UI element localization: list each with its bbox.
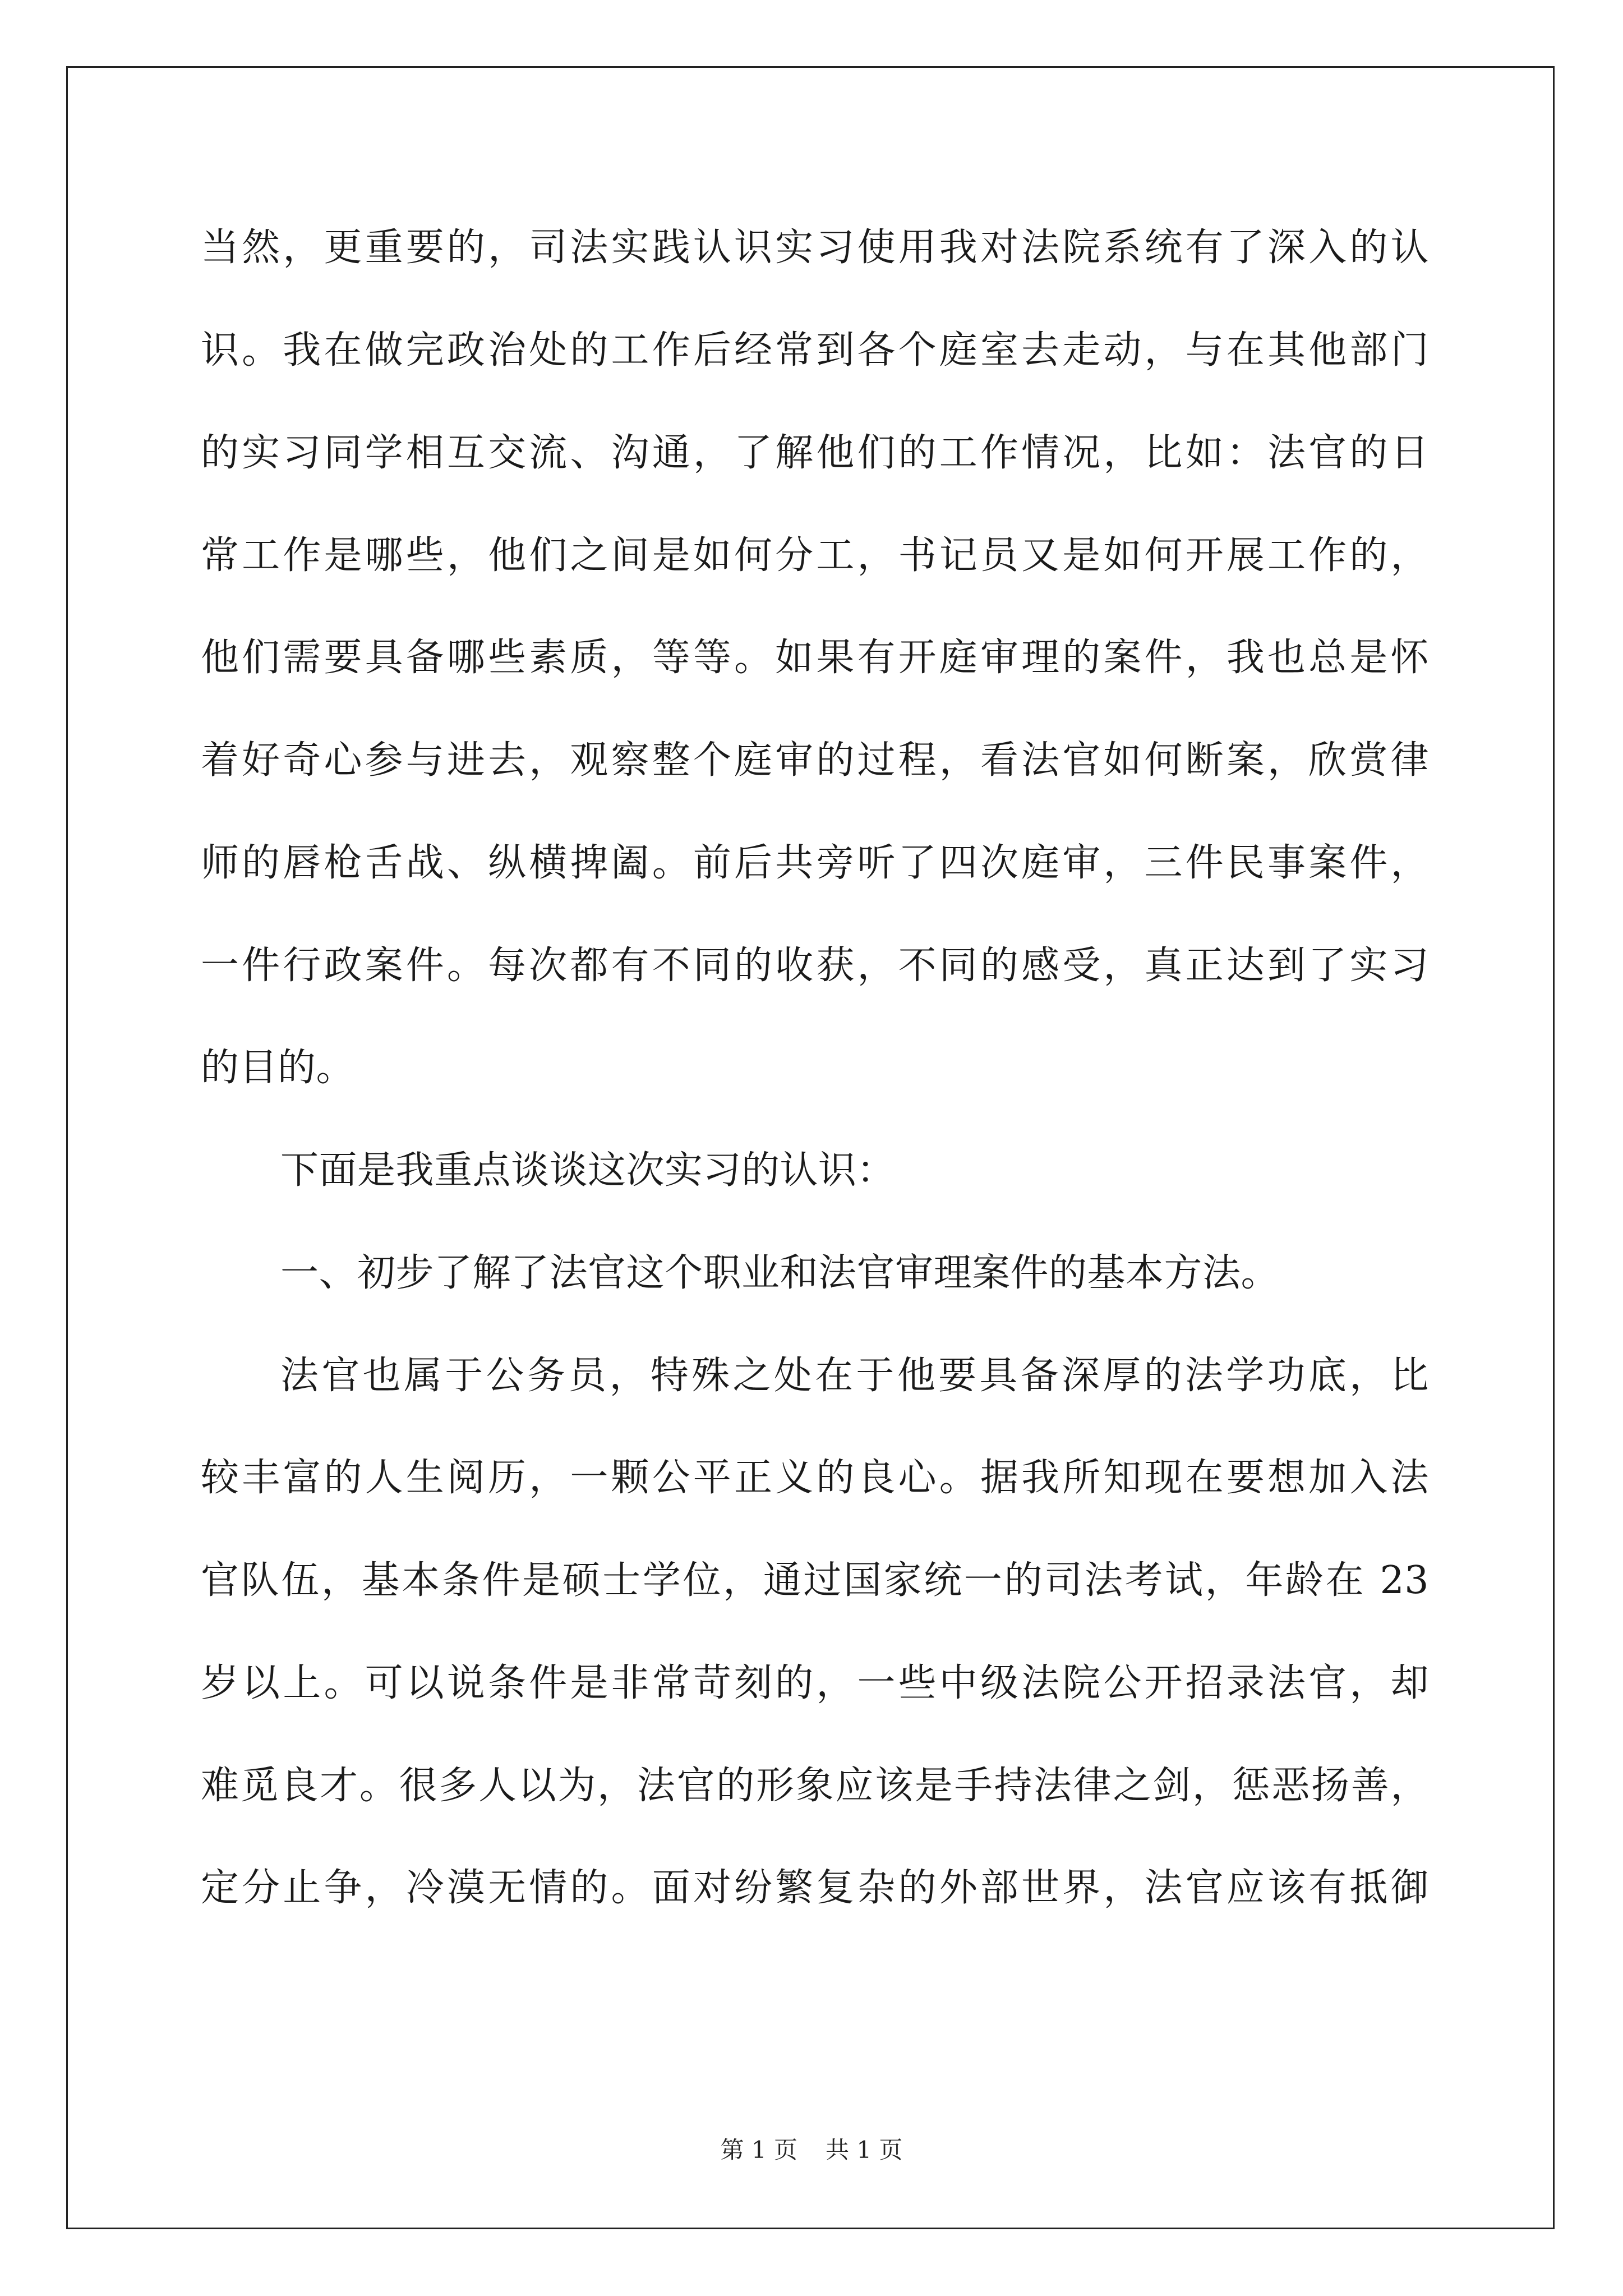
text-line: 较丰富的人生阅历，一颗公平正义的良心。据我所知现在要想加入法: [201, 1456, 1429, 1500]
text-line: 难觅良才。很多人以为，法官的形象应该是手持法律之剑，惩恶扬善，: [201, 1764, 1429, 1808]
page-footer: [0, 2136, 1623, 2164]
section-heading: 一、初步了解了法官这个职业和法官审理案件的基本方法。: [280, 1251, 1280, 1295]
page-number: 第 1 页: [720, 2136, 797, 2164]
text-line: 一件行政案件。每次都有不同的收获，不同的感受，真正达到了实习: [201, 944, 1429, 988]
text-line: 的目的。: [201, 1046, 355, 1090]
text-line: 当然，更重要的，司法实践认识实习使用我对法院系统有了深入的认: [201, 226, 1429, 270]
text-line: 识。我在做完政治处的工作后经常到各个庭室去走动，与在其他部门: [201, 328, 1429, 372]
text-line: 官队伍，基本条件是硕士学位，通过国家统一的司法考试，年龄在 23: [201, 1558, 1429, 1603]
text-line: 师的唇枪舌战、纵横捭阖。前后共旁听了四次庭审，三件民事案件，: [201, 841, 1429, 885]
page-count: 共 1 页: [826, 2136, 903, 2164]
paragraph-heading-intro: 下面是我重点谈谈这次实习的认识：: [280, 1148, 896, 1193]
text-line: 的实习同学相互交流、沟通，了解他们的工作情况，比如：法官的日: [201, 431, 1429, 475]
text-line: 着好奇心参与进去，观察整个庭审的过程，看法官如何断案，欣赏律: [201, 738, 1429, 783]
text-line: 法官也属于公务员，特殊之处在于他要具备深厚的法学功底，比: [280, 1354, 1429, 1398]
text-line: 定分止争，冷漠无情的。面对纷繁复杂的外部世界，法官应该有抵御: [201, 1866, 1429, 1910]
text-line: 他们需要具备哪些素质，等等。如果有开庭审理的案件，我也总是怀: [201, 636, 1429, 680]
text-line: 常工作是哪些，他们之间是如何分工，书记员又是如何开展工作的，: [201, 533, 1429, 578]
text-line: 岁以上。可以说条件是非常苛刻的，一些中级法院公开招录法官，却: [201, 1661, 1429, 1705]
